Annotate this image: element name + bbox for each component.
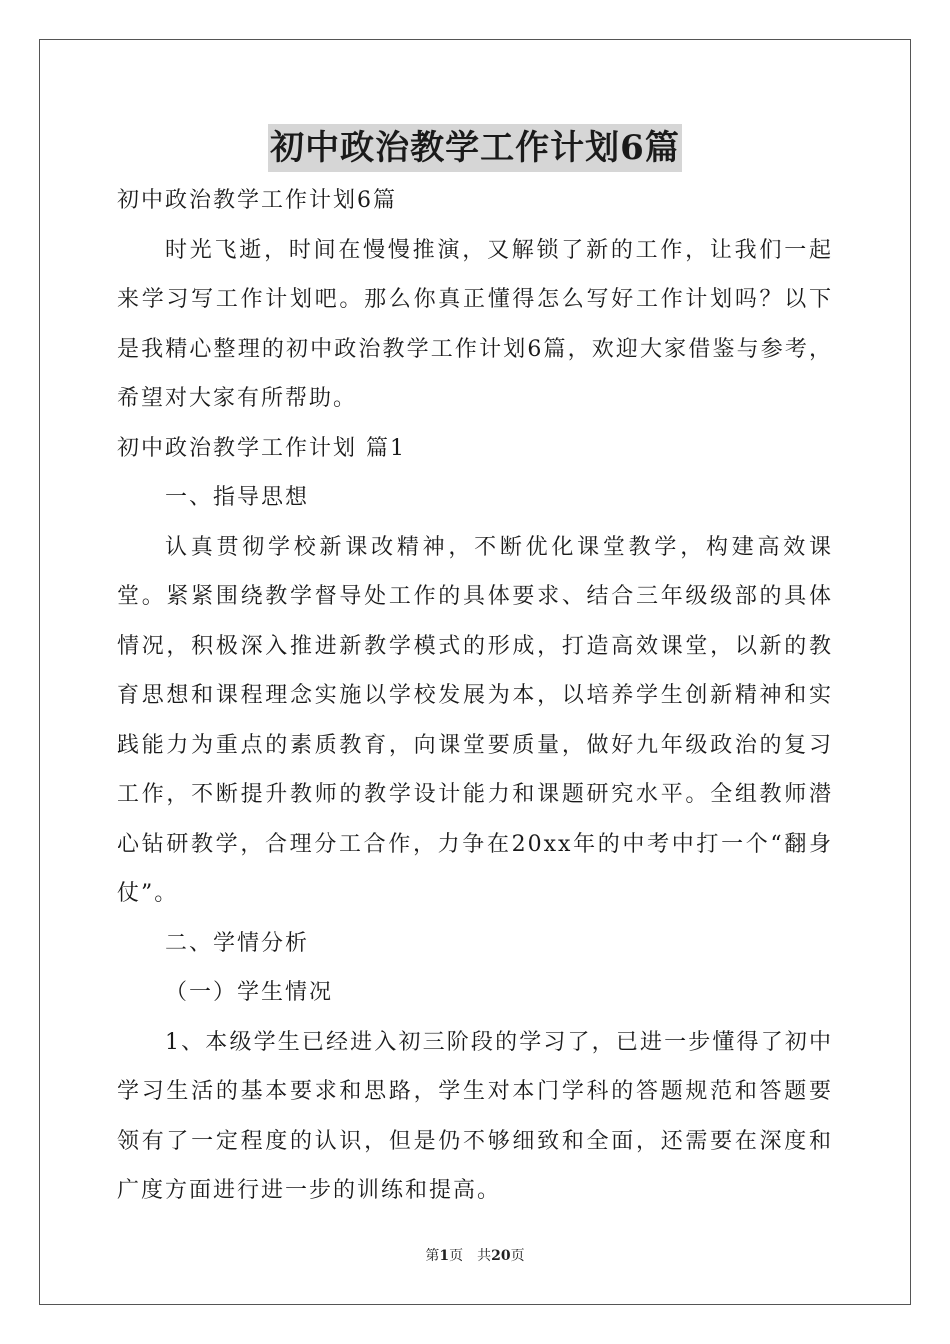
heading-student-situation: （一）学生情况 [165,980,334,1005]
page-current: 1 [439,1248,450,1264]
student-situation-paragraph: 1、本级学生已经进入初三阶段的学习了，已进一步懂得了初中学习生活的基本要求和思路，学生对本门学科的答题规范和答题要领有了一定程度的认识，但是仍不够细致和全面，还需要在深度和广度方面进行进一步的训练和提高。 [117,1029,833,1203]
subtitle-line: 初中政治教学工作计划6篇 [117,188,397,213]
page-footer [0,1246,950,1266]
page-suffix: 页 [449,1248,464,1264]
document-body [117,176,833,1216]
total-prefix: 共 [477,1248,492,1264]
section-heading: 初中政治教学工作计划 篇1 [117,435,406,461]
page-prefix: 第 [425,1248,440,1264]
page-total: 20 [491,1248,511,1264]
heading-guiding-ideology: 一、指导思想 [165,485,310,510]
document-title: 初中政治教学工作计划6篇 [268,124,682,172]
heading-student-analysis: 二、学情分析 [165,930,310,956]
intro-paragraph: 时光飞逝，时间在慢慢推演，又解锁了新的工作，让我们一起来学习写工作计划吧。那么你真正懂得怎么写好工作计划吗？以下是我精心整理的初中政治教学工作计划6篇，欢迎大家借鉴与参考，希望对大家有所帮助。 [117,237,833,411]
total-suffix: 页 [510,1248,525,1264]
title-container [0,124,950,172]
guiding-ideology-paragraph: 认真贯彻学校新课改精神，不断优化课堂教学，构建高效课堂。紧紧围绕教学督导处工作的具体要求、结合三年级级部的具体情况，积极深入推进新教学模式的形成，打造高效课堂，以新的教育思想和课程理念实施以学校发展为本，以培养学生创新精神和实践能力为重点的素质教育，向课堂要质量，做好九年级政治的复习工作，不断提升教师的教学设计能力和课题研究水平。全组教师潜心钻研教学，合理分工合作，力争在20xx年的中考中打一个“翻身仗”。 [117,534,833,906]
